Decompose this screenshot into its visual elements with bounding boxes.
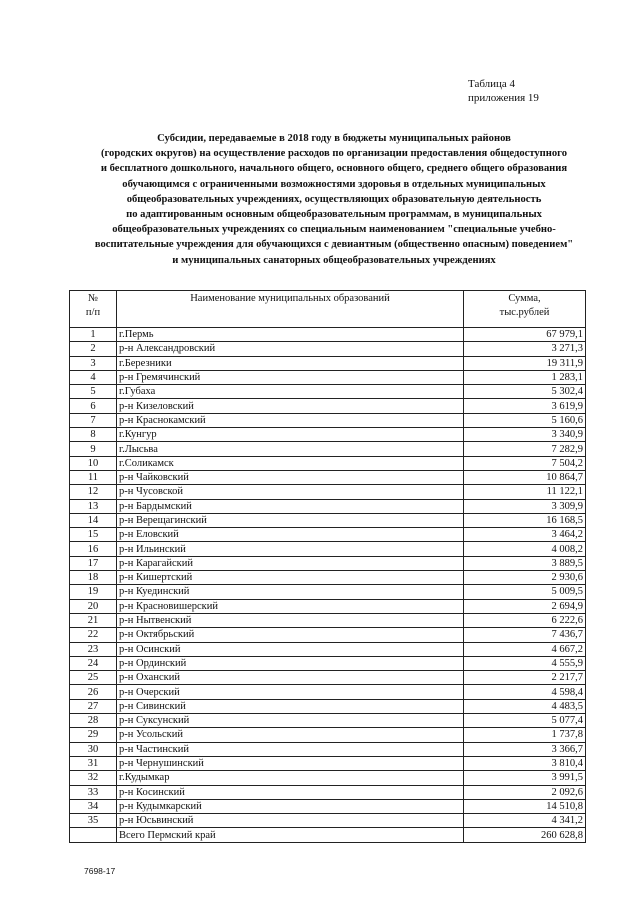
subsidy-sum-cell: 1 283,1: [464, 370, 586, 384]
table-row: [70, 628, 586, 642]
table-row: [70, 556, 586, 570]
subsidy-sum-cell: 16 168,5: [464, 513, 586, 527]
subsidy-sum-cell: 67 979,1: [464, 328, 586, 342]
subsidies-table: [69, 290, 586, 843]
row-number-cell: 28: [70, 714, 117, 728]
municipality-name-cell: р-н Еловский: [117, 528, 464, 542]
column-header-name: Наименование муниципальных образований: [117, 291, 464, 328]
table-row: [70, 585, 586, 599]
subsidy-sum-cell: 4 341,2: [464, 814, 586, 828]
municipality-name-cell: г.Пермь: [117, 328, 464, 342]
municipality-name-cell: р-н Кизеловский: [117, 399, 464, 413]
row-number-cell: 15: [70, 528, 117, 542]
table-row: [70, 342, 586, 356]
subsidy-sum-cell: 3 340,9: [464, 428, 586, 442]
municipality-name-cell: р-н Усольский: [117, 728, 464, 742]
row-number-cell: 10: [70, 456, 117, 470]
municipality-name-cell: р-н Очерский: [117, 685, 464, 699]
municipality-name-cell: р-н Оханский: [117, 671, 464, 685]
table-row: [70, 456, 586, 470]
row-number-cell: 34: [70, 799, 117, 813]
table-row: [70, 699, 586, 713]
row-number-cell: 2: [70, 342, 117, 356]
municipality-name-cell: р-н Красновишерский: [117, 599, 464, 613]
table-row: [70, 328, 586, 342]
subsidy-sum-cell: 6 222,6: [464, 613, 586, 627]
row-number-cell: 35: [70, 814, 117, 828]
table-row: [70, 771, 586, 785]
row-number-cell: 8: [70, 428, 117, 442]
municipality-name-cell: р-н Ординский: [117, 656, 464, 670]
municipality-name-cell: р-н Осинский: [117, 642, 464, 656]
subsidy-sum-cell: 5 077,4: [464, 714, 586, 728]
row-number-cell: 9: [70, 442, 117, 456]
municipality-name-cell: р-н Косинский: [117, 785, 464, 799]
municipality-name-cell: р-н Кудымкарский: [117, 799, 464, 813]
subsidy-sum-cell: 4 555,9: [464, 656, 586, 670]
table-row: [70, 728, 586, 742]
row-number-cell: 21: [70, 613, 117, 627]
row-number-cell: 29: [70, 728, 117, 742]
table-row: [70, 470, 586, 484]
municipality-name-cell: г.Березники: [117, 356, 464, 370]
municipality-name-cell: г.Соликамск: [117, 456, 464, 470]
row-number-cell: 6: [70, 399, 117, 413]
municipality-name-cell: г.Лысьва: [117, 442, 464, 456]
subsidy-sum-cell: 19 311,9: [464, 356, 586, 370]
subsidy-sum-cell: 4 667,2: [464, 642, 586, 656]
table-row: [70, 785, 586, 799]
total-label-cell: Всего Пермский край: [117, 828, 464, 842]
subsidy-sum-cell: 5 160,6: [464, 413, 586, 427]
row-number-cell: 27: [70, 699, 117, 713]
total-number-cell: [70, 828, 117, 842]
table-row: [70, 642, 586, 656]
title-line: общеобразовательных учреждениях, осуществляющих образовательную деятельность: [126, 193, 542, 205]
title-line: (городских округов) на осуществление расходов по организации предоставления общедоступного: [100, 148, 568, 160]
column-header-number: № п/п: [70, 291, 117, 328]
title-line: и бесплатного дошкольного, начального общего, основного общего, среднего общего образования: [100, 163, 568, 175]
subsidy-sum-cell: 5 302,4: [464, 385, 586, 399]
row-number-cell: 20: [70, 599, 117, 613]
municipality-name-cell: р-н Бардымский: [117, 499, 464, 513]
subsidy-sum-cell: 7 282,9: [464, 442, 586, 456]
municipality-name-cell: г.Губаха: [117, 385, 464, 399]
municipality-name-cell: р-н Чайковский: [117, 470, 464, 484]
row-number-cell: 7: [70, 413, 117, 427]
subsidy-sum-cell: 11 122,1: [464, 485, 586, 499]
municipality-name-cell: р-н Гремячинский: [117, 370, 464, 384]
table-row: [70, 370, 586, 384]
title-line: по адаптированным основным общеобразовательным программам, в муниципальных: [126, 209, 542, 221]
subsidy-sum-cell: 2 694,9: [464, 599, 586, 613]
total-sum-cell: 260 628,8: [464, 828, 586, 842]
municipality-name-cell: р-н Александровский: [117, 342, 464, 356]
subsidy-sum-cell: 3 991,5: [464, 771, 586, 785]
table-row: [70, 542, 586, 556]
row-number-cell: 30: [70, 742, 117, 756]
table-row: [70, 714, 586, 728]
row-number-cell: 25: [70, 671, 117, 685]
table-row: [70, 656, 586, 670]
table-body: [70, 328, 586, 828]
row-number-cell: 18: [70, 571, 117, 585]
title-line: общеобразовательных учреждениях со специальным наименованием "специальные учебно-: [112, 224, 556, 236]
subsidy-sum-cell: 3 309,9: [464, 499, 586, 513]
subsidy-sum-cell: 7 504,2: [464, 456, 586, 470]
document-title: [60, 131, 608, 268]
table-row: [70, 513, 586, 527]
table-row: [70, 685, 586, 699]
table-row: [70, 413, 586, 427]
municipality-name-cell: р-н Карагайский: [117, 556, 464, 570]
table-row: [70, 442, 586, 456]
table-row: [70, 356, 586, 370]
municipality-name-cell: р-н Чернушинский: [117, 756, 464, 770]
subsidy-sum-cell: 3 619,9: [464, 399, 586, 413]
title-line: и муниципальных санаторных общеобразовательных учреждениях: [172, 254, 496, 266]
row-number-cell: 26: [70, 685, 117, 699]
municipality-name-cell: р-н Октябрьский: [117, 628, 464, 642]
municipality-name-cell: р-н Нытвенский: [117, 613, 464, 627]
subsidy-sum-cell: 3 271,3: [464, 342, 586, 356]
table-row: [70, 799, 586, 813]
subsidy-sum-cell: 2 217,7: [464, 671, 586, 685]
column-header-sum: Сумма, тыс.рублей: [464, 291, 586, 328]
row-number-cell: 1: [70, 328, 117, 342]
table-row: [70, 742, 586, 756]
municipality-name-cell: г.Кунгур: [117, 428, 464, 442]
row-number-cell: 3: [70, 356, 117, 370]
subsidy-sum-cell: 1 737,8: [464, 728, 586, 742]
table-reference: [468, 77, 539, 105]
row-number-cell: 17: [70, 556, 117, 570]
row-number-cell: 32: [70, 771, 117, 785]
row-number-cell: 31: [70, 756, 117, 770]
row-number-cell: 19: [70, 585, 117, 599]
table-row: [70, 485, 586, 499]
row-number-cell: 11: [70, 470, 117, 484]
table-row: [70, 428, 586, 442]
table-row: [70, 571, 586, 585]
municipality-name-cell: р-н Сивинский: [117, 699, 464, 713]
municipality-name-cell: р-н Юсьвинский: [117, 814, 464, 828]
title-line: Субсидии, передаваемые в 2018 году в бюджеты муниципальных районов: [157, 133, 511, 144]
table-row: [70, 399, 586, 413]
table-row: [70, 528, 586, 542]
row-number-cell: 12: [70, 485, 117, 499]
subsidy-sum-cell: 14 510,8: [464, 799, 586, 813]
subsidy-sum-cell: 3 810,4: [464, 756, 586, 770]
table-row: [70, 499, 586, 513]
row-number-cell: 5: [70, 385, 117, 399]
municipality-name-cell: р-н Чусовской: [117, 485, 464, 499]
row-number-cell: 33: [70, 785, 117, 799]
subsidy-sum-cell: 7 436,7: [464, 628, 586, 642]
table-header-row: [70, 291, 586, 328]
row-number-cell: 23: [70, 642, 117, 656]
title-line: воспитательные учреждения для обучающихся с девиантным (общественно опасным) поведением": [94, 239, 574, 251]
table-row: [70, 613, 586, 627]
subsidy-sum-cell: 3 464,2: [464, 528, 586, 542]
document-code: 7698-17: [84, 866, 116, 876]
municipality-name-cell: р-н Верещагинский: [117, 513, 464, 527]
table-row: [70, 599, 586, 613]
table-row: [70, 671, 586, 685]
table-row: [70, 385, 586, 399]
table-row: [70, 756, 586, 770]
row-number-cell: 13: [70, 499, 117, 513]
subsidy-sum-cell: 5 009,5: [464, 585, 586, 599]
subsidy-sum-cell: 4 483,5: [464, 699, 586, 713]
municipality-name-cell: р-н Краснокамский: [117, 413, 464, 427]
municipality-name-cell: р-н Куединский: [117, 585, 464, 599]
subsidy-sum-cell: 10 864,7: [464, 470, 586, 484]
table-total-row: [70, 828, 586, 842]
municipality-name-cell: р-н Частинский: [117, 742, 464, 756]
table-row: [70, 814, 586, 828]
subsidy-sum-cell: 3 366,7: [464, 742, 586, 756]
municipality-name-cell: г.Кудымкар: [117, 771, 464, 785]
row-number-cell: 14: [70, 513, 117, 527]
table-number: Таблица 4: [468, 78, 516, 90]
subsidy-sum-cell: 2 092,6: [464, 785, 586, 799]
subsidy-sum-cell: 2 930,6: [464, 571, 586, 585]
municipality-name-cell: р-н Кишертский: [117, 571, 464, 585]
row-number-cell: 16: [70, 542, 117, 556]
row-number-cell: 24: [70, 656, 117, 670]
subsidy-sum-cell: 3 889,5: [464, 556, 586, 570]
subsidy-sum-cell: 4 008,2: [464, 542, 586, 556]
subsidy-sum-cell: 4 598,4: [464, 685, 586, 699]
municipality-name-cell: р-н Суксунский: [117, 714, 464, 728]
row-number-cell: 4: [70, 370, 117, 384]
row-number-cell: 22: [70, 628, 117, 642]
title-line: обучающимся с ограниченными возможностями здоровья в отдельных муниципальных: [122, 178, 546, 190]
appendix-number: приложения 19: [468, 92, 539, 104]
municipality-name-cell: р-н Ильинский: [117, 542, 464, 556]
